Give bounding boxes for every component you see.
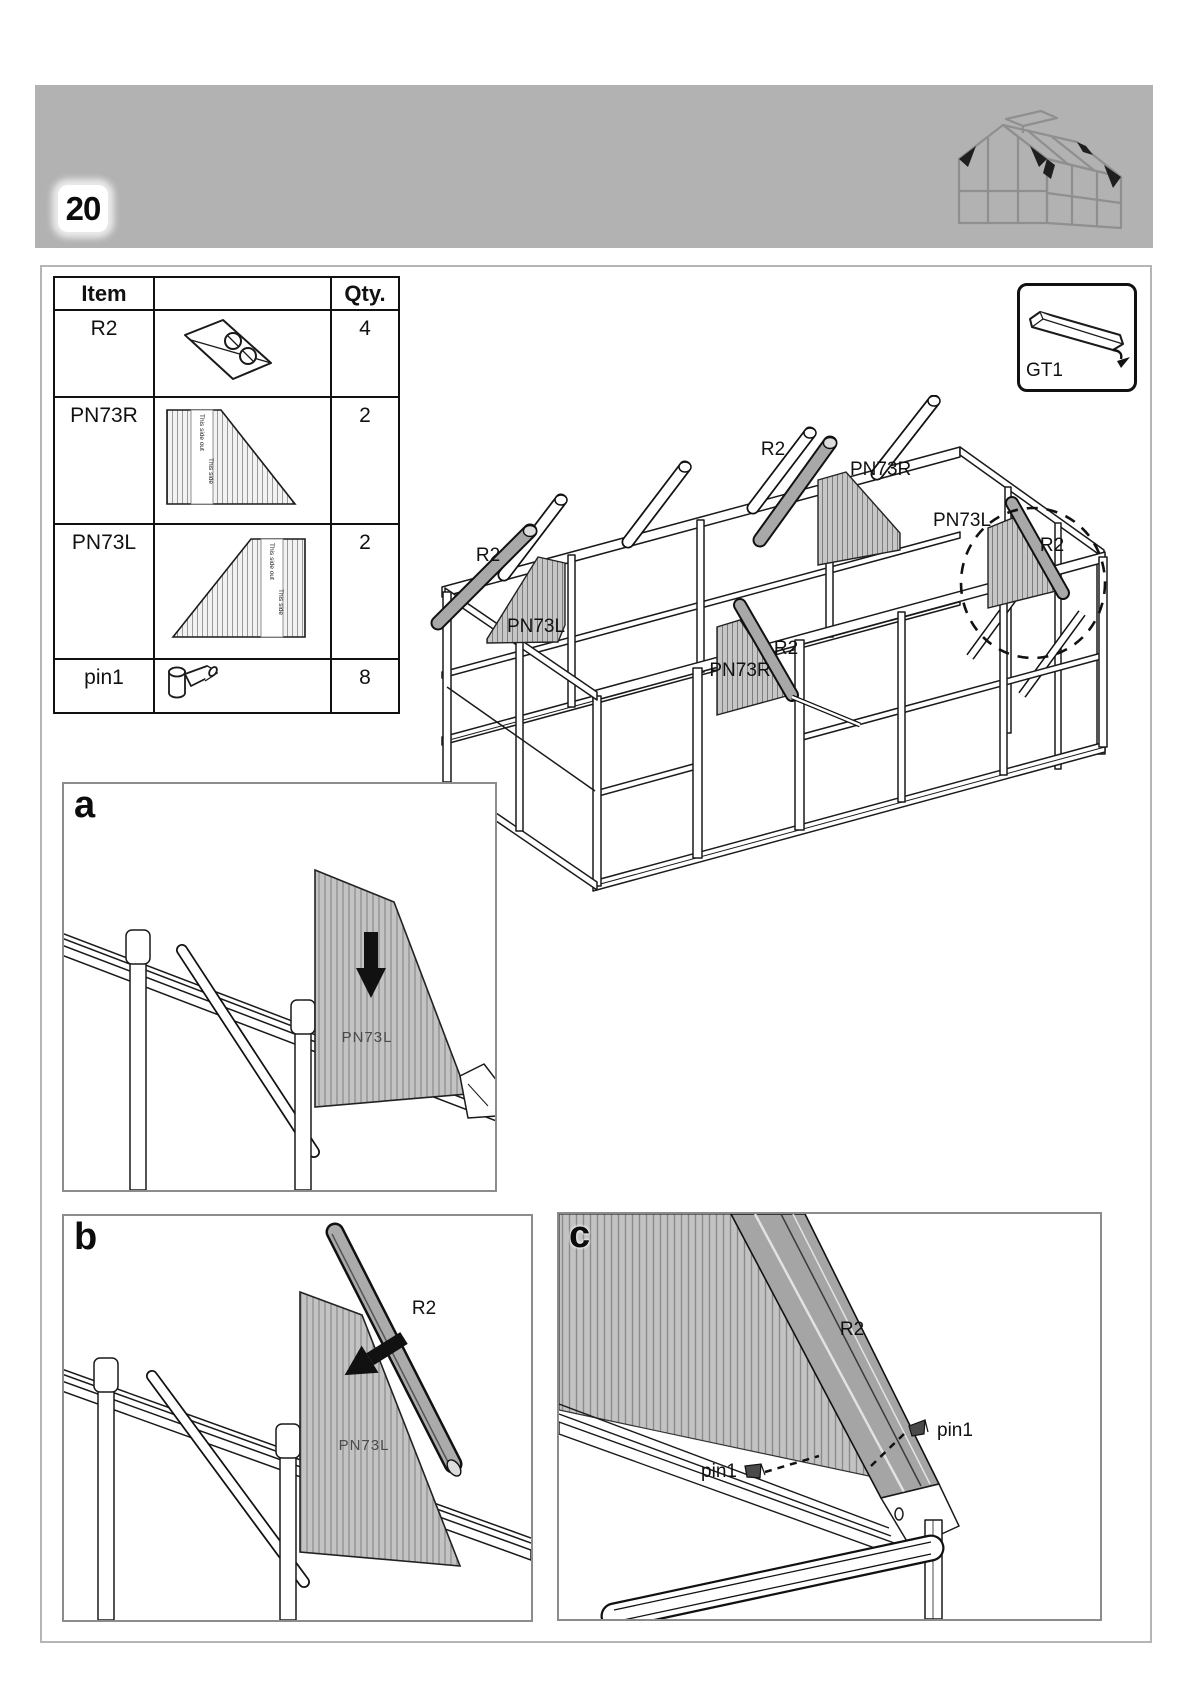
- col-header-image: [154, 277, 331, 310]
- parts-table: [53, 276, 400, 714]
- table-row: [54, 659, 399, 713]
- part-image-pn73r: [154, 397, 331, 524]
- step-number: 20: [65, 189, 101, 227]
- panel-c-illustration: [559, 1214, 1100, 1619]
- label-pn73l-b: PN73L: [338, 1437, 390, 1454]
- pin1-icon: [155, 660, 325, 706]
- sticker-text: This side out: [198, 414, 205, 451]
- main-assembly-diagram: [430, 395, 1110, 915]
- pn73l-panel-icon: [155, 525, 325, 652]
- panel-b-illustration: [64, 1216, 531, 1620]
- r2-profile-icon: [155, 311, 325, 390]
- label-pn73l-left: PN73L: [506, 616, 566, 637]
- label-pn73l-right: PN73L: [932, 510, 992, 531]
- gutter-beam: [614, 1542, 931, 1619]
- label-r2-b: R2: [411, 1298, 437, 1319]
- part-image-pn73l: [154, 524, 331, 659]
- detail-panel-c: [557, 1212, 1102, 1621]
- gt1-tool-box: [1017, 283, 1137, 392]
- panel-c-letter: c: [569, 1214, 591, 1256]
- gt1-label: GT1: [1026, 360, 1063, 381]
- label-pn73l-a: PN73L: [341, 1029, 393, 1046]
- label-r2-c: R2: [839, 1319, 865, 1340]
- sticker-text: This side: [277, 589, 284, 616]
- label-pn73r-top: PN73R: [850, 459, 912, 480]
- label-pn73r-middle: PN73R: [709, 660, 771, 681]
- panel-b-letter: b: [74, 1216, 98, 1258]
- pin1-icon-left: [745, 1464, 765, 1478]
- header-band: [35, 85, 1153, 248]
- col-header-qty: Qty.: [331, 277, 399, 310]
- label-r2-left: R2: [475, 545, 501, 566]
- table-row: [54, 397, 399, 524]
- part-id-pn73l: PN73L: [54, 524, 154, 659]
- part-qty-pin1: 8: [331, 659, 399, 713]
- sticker-text: This side: [207, 458, 214, 485]
- label-r2-middle: R2: [773, 638, 799, 659]
- right-end-wall: [960, 447, 1105, 769]
- pn73r-panel-icon: [155, 398, 325, 517]
- label-r2-right: R2: [1039, 535, 1065, 556]
- detail-panel-a: [62, 782, 497, 1192]
- table-row: [54, 310, 399, 397]
- greenhouse-overview-icon: [943, 95, 1138, 243]
- sticker-text: This side out: [268, 543, 275, 580]
- col-header-item: Item: [54, 277, 154, 310]
- label-r2-top: R2: [760, 439, 786, 460]
- part-image-r2: [154, 310, 331, 397]
- detail-panel-b: [62, 1214, 533, 1622]
- table-row: [54, 524, 399, 659]
- label-pin1-left: pin1: [701, 1461, 737, 1482]
- panel-a-letter: a: [74, 784, 96, 826]
- parts-table-header-row: [54, 277, 399, 310]
- part-id-pin1: pin1: [54, 659, 154, 713]
- step-number-badge: [58, 185, 108, 232]
- label-pin1-right: pin1: [937, 1420, 973, 1441]
- part-qty-pn73l: 2: [331, 524, 399, 659]
- part-id-r2: R2: [54, 310, 154, 397]
- part-id-pn73r: PN73R: [54, 397, 154, 524]
- pin1-icon-right: [909, 1420, 928, 1436]
- part-qty-pn73r: 2: [331, 397, 399, 524]
- part-qty-r2: 4: [331, 310, 399, 397]
- panel-a-illustration: [64, 784, 495, 1190]
- part-image-pin1: [154, 659, 331, 713]
